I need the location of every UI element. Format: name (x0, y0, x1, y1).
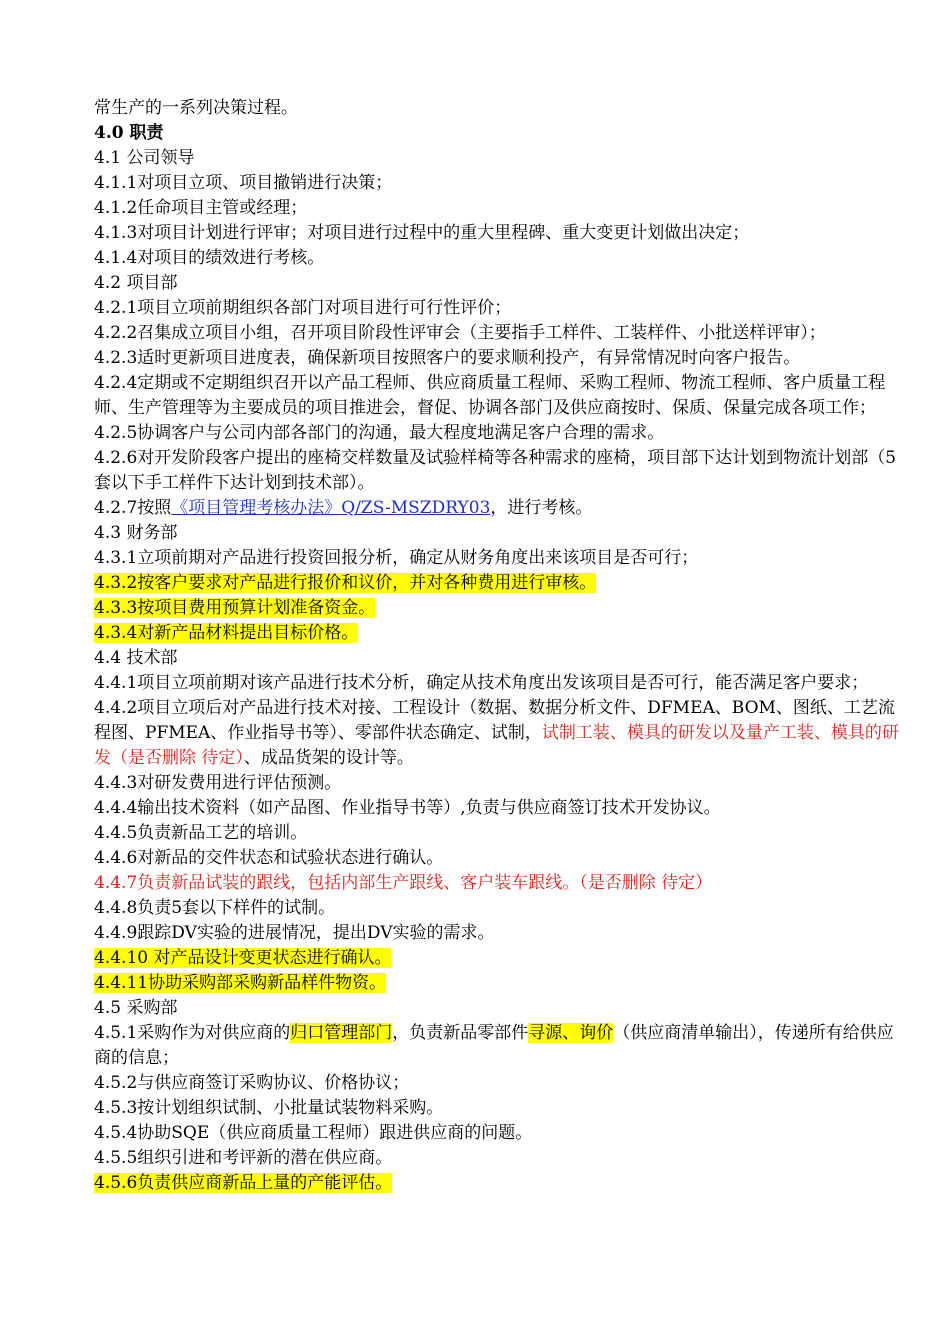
text-run: 4.3.1立项前期对产品进行投资回报分析，确定从财务角度出来该项目是否可行； (94, 548, 699, 568)
text-run: 4.2.6对开发阶段客户提出的座椅交样数量及试验样椅等各种需求的座椅，项目部下达计划到物流计划部（5套以下手工样件下达计划到技术部）。 (94, 448, 897, 493)
text-run: 4.5 采购部 (94, 998, 178, 1018)
paragraph-line (94, 1121, 906, 1146)
text-run: 4.5.2与供应商签订采购协议、价格协议； (94, 1073, 410, 1093)
text-run: 4.2.4定期或不定期组织召开以产品工程师、供应商质量工程师、采购工程师、物流工程师、客户质量工程师、生产管理等为主要成员的项目推进会，督促、协调各部门及供应商按时、保质、保量完成各项工作； (94, 373, 886, 418)
text-run: （供应商清单输出），传递所有给供应商的信息； (94, 1023, 894, 1068)
paragraph-line (94, 796, 906, 821)
text-run: 4.1.2任命项目主管或经理； (94, 198, 308, 218)
text-run: 4.1.1对项目立项、项目撤销进行决策； (94, 173, 393, 193)
text-run: 4.4.8负责5套以下样件的试制。 (94, 898, 336, 918)
document-link[interactable]: 《项目管理考核办法》Q/ZS-MSZDRY03 (171, 498, 491, 518)
text-run: 4.2.3适时更新项目进度表，确保新项目按照客户的要求顺利投产，有异常情况时向客户报告。 (94, 348, 801, 368)
text-run: 4.4.6对新品的交件状态和试验状态进行确认。 (94, 848, 444, 868)
paragraph-line (94, 371, 906, 421)
highlighted-text: 4.3.2按客户要求对产品进行报价和议价，并对各种费用进行审核。 (94, 573, 597, 593)
text-run: 4.4.5负责新品工艺的培训。 (94, 823, 308, 843)
highlighted-text: 4.3.3按项目费用预算计划准备资金。 (94, 598, 376, 618)
paragraph-line (94, 1021, 906, 1071)
highlighted-text: 4.4.11协助采购部采购新品样件物资。 (94, 973, 387, 993)
text-run: ，进行考核。 (490, 498, 593, 518)
text-run: 4.5.1采购作为对供应商的 (94, 1023, 291, 1043)
paragraph-line (94, 646, 906, 671)
text-run: 4.2.2召集成立项目小组，召开项目阶段性评审会（主要指手工样件、工装样件、小批送样评审）； (94, 323, 826, 343)
red-note-text: 试制工装、模具的研发以及量产工装、模具的研发（是否删除 待定） (94, 723, 899, 768)
paragraph-line (94, 221, 906, 246)
highlighted-text: 寻源、询价 (528, 1023, 614, 1043)
text-run: 常生产的一系列决策过程。 (94, 98, 298, 118)
text-run: 4.4 技术部 (94, 648, 178, 668)
paragraph-line (94, 871, 906, 896)
paragraph-line (94, 846, 906, 871)
text-run: 4.1 公司领导 (94, 148, 195, 168)
paragraph-line (94, 171, 906, 196)
paragraph-line (94, 896, 906, 921)
text-run: ，负责新品零部件 (392, 1023, 529, 1043)
text-run: 4.4.9跟踪DV实验的进展情况，提出DV实验的需求。 (94, 923, 495, 943)
paragraph-line (94, 196, 906, 221)
highlighted-text: 4.3.4对新产品材料提出目标价格。 (94, 623, 359, 643)
paragraph-line (94, 821, 906, 846)
paragraph-line (94, 771, 906, 796)
paragraph-line (94, 1096, 906, 1121)
paragraph-line (94, 96, 906, 121)
paragraph-line (94, 921, 906, 946)
text-run: 4.1.4对项目的绩效进行考核。 (94, 248, 325, 268)
text-run: 4.2.5协调客户与公司内部各部门的沟通，最大程度地满足客户合理的需求。 (94, 423, 665, 443)
highlighted-text: 4.5.6负责供应商新品上量的产能评估。 (94, 1173, 393, 1193)
text-run: 4.5.5组织引进和考评新的潜在供应商。 (94, 1148, 393, 1168)
paragraph-line (94, 1071, 906, 1096)
paragraph-line (94, 996, 906, 1021)
text-run: 4.2 项目部 (94, 273, 178, 293)
red-note-text: 4.4.7负责新品试装的跟线，包括内部生产跟线、客户装车跟线。（是否删除 待定） (94, 873, 713, 893)
paragraph-line (94, 596, 906, 621)
text-run: 4.4.4输出技术资料（如产品图、作业指导书等）,负责与供应商签订技术开发协议。 (94, 798, 721, 818)
document-body (94, 96, 906, 1196)
text-run: 4.4.1项目立项前期对该产品进行技术分析，确定从技术角度出发该项目是否可行，能否满足客户要求； (94, 673, 869, 693)
paragraph-line (94, 696, 906, 771)
paragraph-line (94, 246, 906, 271)
text-run: 4.2.1项目立项前期组织各部门对项目进行可行性评价； (94, 298, 512, 318)
text-run: 、成品货架的设计等。 (243, 748, 414, 768)
paragraph-line (94, 421, 906, 446)
text-run: 4.5.4协助SQE（供应商质量工程师）跟进供应商的问题。 (94, 1123, 533, 1143)
highlighted-text: 4.4.10 对产品设计变更状态进行确认。 (94, 948, 392, 968)
text-run: 4.0 职责 (94, 123, 164, 143)
paragraph-line (94, 971, 906, 996)
paragraph-line (94, 546, 906, 571)
paragraph-line (94, 321, 906, 346)
paragraph-line (94, 1146, 906, 1171)
highlighted-text: 归口管理部门 (290, 1023, 393, 1043)
paragraph-line (94, 446, 906, 496)
paragraph-line (94, 521, 906, 546)
text-run: 4.2.7按照 (94, 498, 172, 518)
paragraph-line (94, 146, 906, 171)
paragraph-line (94, 571, 906, 596)
text-run: 4.4.3对研发费用进行评估预测。 (94, 773, 342, 793)
paragraph-line (94, 296, 906, 321)
paragraph-line (94, 621, 906, 646)
paragraph-line (94, 271, 906, 296)
text-run: 4.1.3对项目计划进行评审；对项目进行过程中的重大里程碑、重大变更计划做出决定； (94, 223, 750, 243)
paragraph-line (94, 496, 906, 521)
section-heading (94, 121, 906, 146)
text-run: 4.5.3按计划组织试制、小批量试装物料采购。 (94, 1098, 444, 1118)
text-run: 4.3 财务部 (94, 523, 178, 543)
text-run: 4.4.2项目立项后对产品进行技术对接、工程设计（数据、数据分析文件、DFMEA、BOM、图纸、工艺流程图、PFMEA、作业指导书等）、零部件状态确定、试制， (94, 698, 895, 743)
paragraph-line (94, 346, 906, 371)
paragraph-line (94, 671, 906, 696)
paragraph-line (94, 946, 906, 971)
paragraph-line (94, 1171, 906, 1196)
